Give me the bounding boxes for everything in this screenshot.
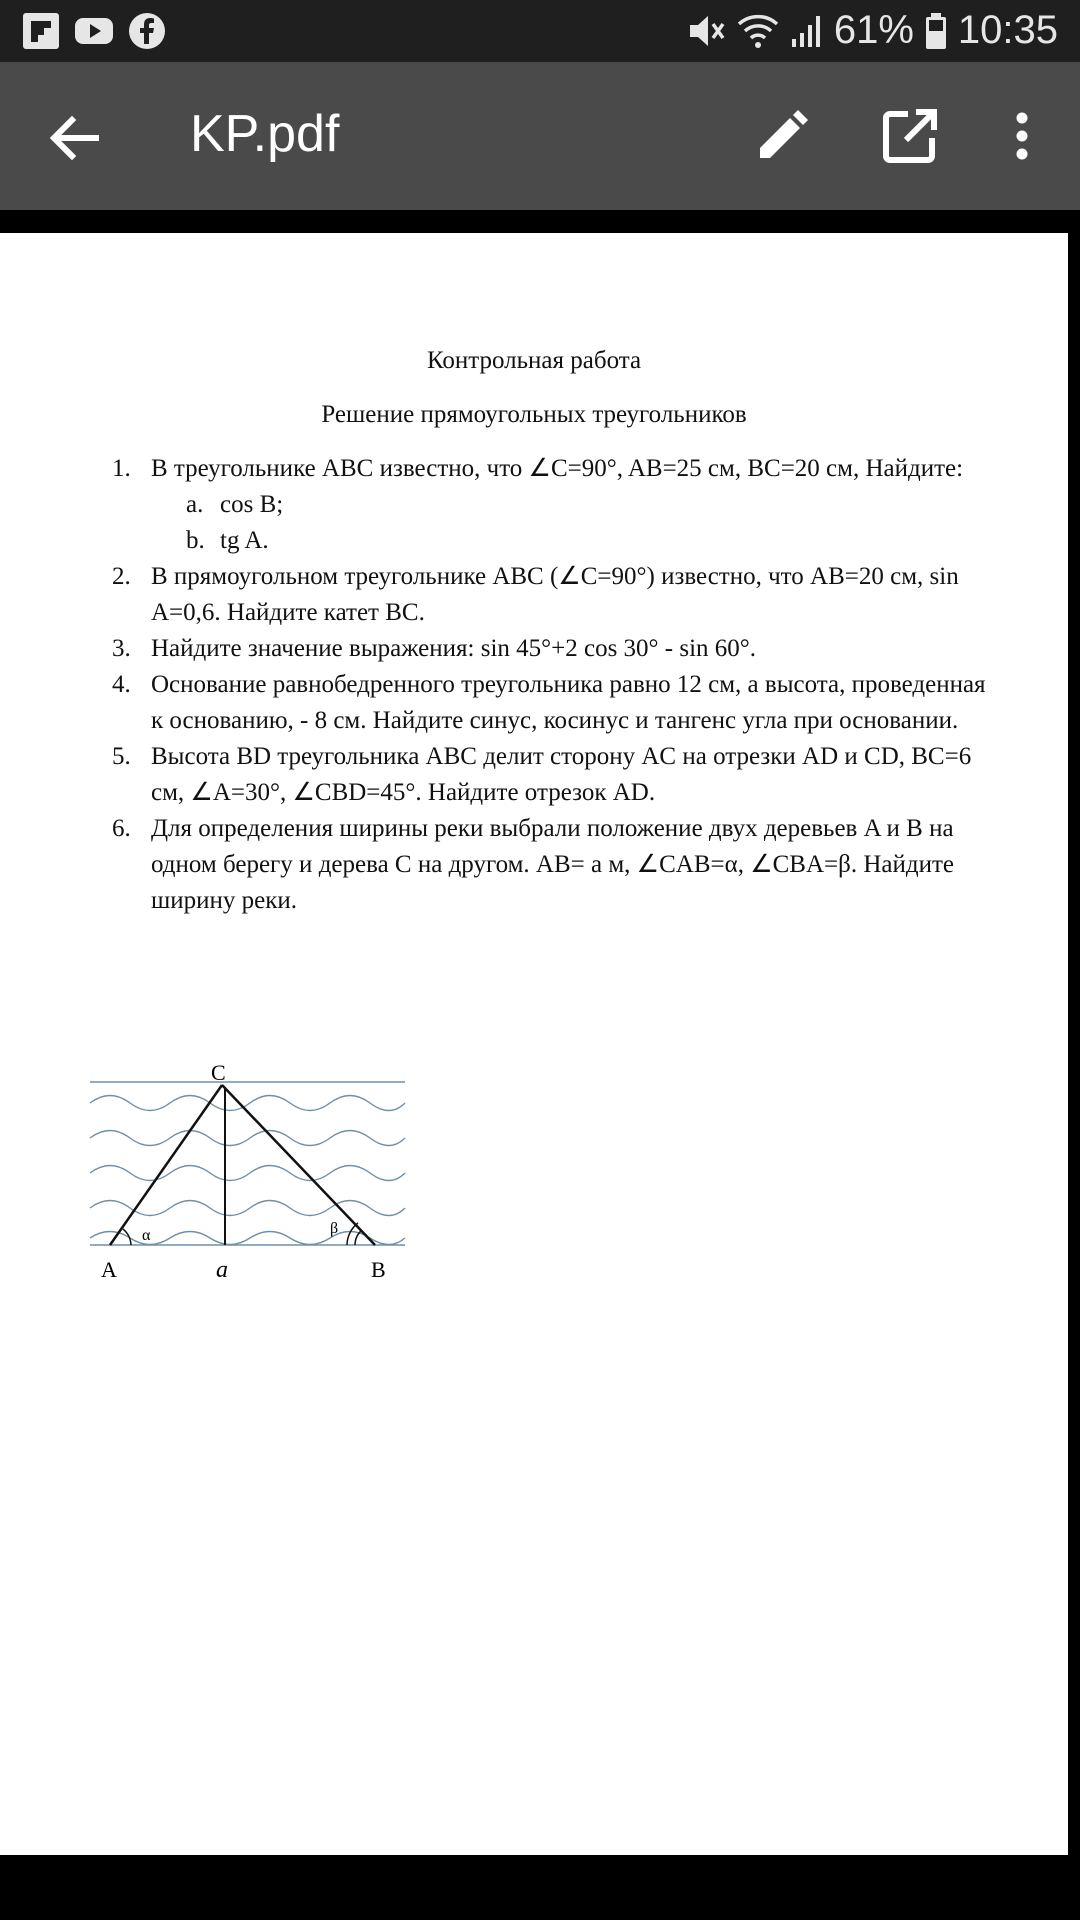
label-a-point: A	[101, 1257, 117, 1282]
task-item	[112, 667, 992, 739]
notification-icons	[22, 12, 166, 50]
task-number: 1.	[112, 455, 131, 482]
label-beta: β	[330, 1220, 339, 1237]
task-item	[112, 559, 992, 631]
task-item	[112, 451, 992, 559]
task-number: 5.	[112, 743, 131, 770]
open-external-icon[interactable]	[880, 106, 940, 166]
angle-alpha-arc	[123, 1229, 131, 1245]
back-arrow-icon[interactable]	[44, 108, 104, 168]
task-list	[112, 451, 992, 919]
label-c: C	[211, 1063, 226, 1085]
flipboard-icon	[22, 12, 60, 50]
document-title: KP.pdf	[190, 105, 340, 163]
sub-item-text: tg A.	[220, 527, 269, 554]
task-text: Для определения ширины реки выбрали положение двух деревьев A и B на одном берегу и дерева C на другом. AB= a м, ∠CAB=α, ∠CBA=β. Найдите ширину реки.	[151, 815, 954, 914]
pdf-page[interactable]	[0, 233, 1068, 1855]
task-item	[112, 631, 992, 667]
battery-icon	[924, 11, 948, 51]
label-b-point: B	[371, 1257, 386, 1282]
task-text: Высота BD треугольника ABC делит сторону AC на отрезки AD и CD, BC=6 см, ∠A=30°, ∠CBD=45°. Найдите отрезок AD.	[151, 743, 972, 806]
task-item	[112, 739, 992, 811]
facebook-icon	[128, 12, 166, 50]
sub-list	[151, 487, 992, 559]
system-status	[686, 8, 1058, 53]
app-toolbar	[0, 62, 1080, 210]
task-number: 2.	[112, 563, 131, 590]
task-number: 4.	[112, 671, 131, 698]
task-text: Основание равнобедренного треугольника равно 12 см, а высота, проведенная к основанию, - 8 см. Найдите синус, косинус и тангенс угла при основании.	[151, 671, 986, 734]
task-text: В треугольнике ABC известно, что ∠C=90°, AB=25 см, BC=20 см, Найдите:	[151, 455, 964, 482]
mute-icon	[686, 11, 726, 51]
document-heading: Контрольная работа	[426, 347, 642, 374]
clock: 10:35	[957, 8, 1058, 52]
battery-percent: 61%	[833, 8, 914, 52]
status-bar	[0, 0, 1080, 62]
task-number: 3.	[112, 635, 131, 662]
sub-item	[186, 523, 992, 559]
sub-item-letter: a.	[186, 491, 204, 518]
task-item	[112, 811, 992, 919]
signal-icon	[790, 11, 824, 51]
wifi-icon	[736, 11, 780, 51]
document-subheading: Решение прямоугольных треугольников	[321, 401, 747, 428]
river-triangle-figure	[85, 1063, 415, 1293]
youtube-icon	[74, 12, 114, 50]
sub-item-letter: b.	[186, 527, 205, 554]
side-ca	[110, 1085, 222, 1245]
label-alpha: α	[142, 1227, 151, 1244]
task-number: 6.	[112, 815, 131, 842]
sub-item-text: cos B;	[220, 491, 284, 518]
label-side-a: a	[216, 1257, 228, 1283]
task-text: В прямоугольном треугольнике ABC (∠C=90°) известно, что AB=20 см, sin A=0,6. Найдите катет BC.	[151, 563, 959, 626]
edit-pencil-icon[interactable]	[752, 106, 812, 166]
task-text: Найдите значение выражения: sin 45°+2 cos 30° - sin 60°.	[151, 635, 757, 662]
sub-item	[186, 487, 992, 523]
more-options-icon[interactable]	[1002, 106, 1042, 166]
river-waves	[90, 1096, 405, 1245]
